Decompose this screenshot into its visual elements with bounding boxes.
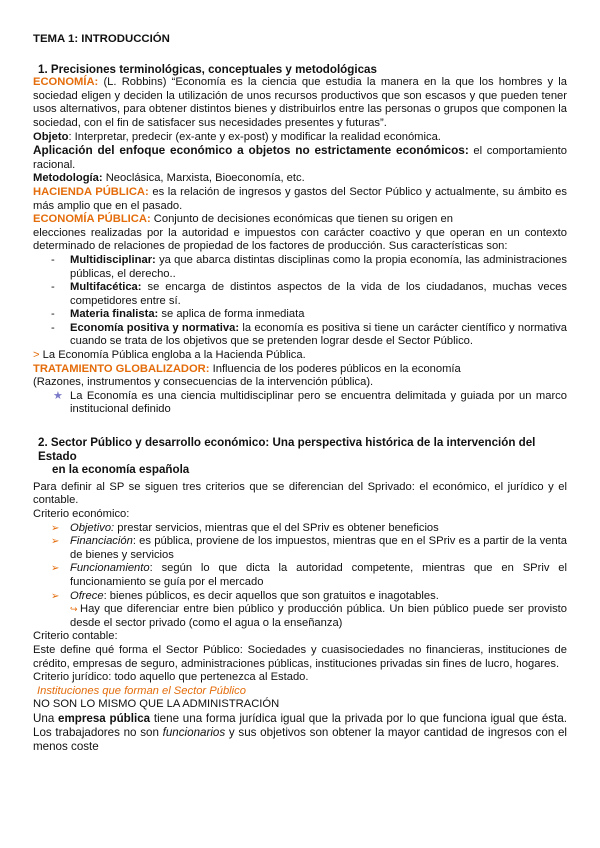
engloba-text: La Economía Pública engloba a la Hacienda Pública.	[39, 349, 306, 362]
item-label: Objetivo:	[70, 521, 115, 534]
razones-line: (Razones, instrumentos y consecuencias de la intervención pública).	[33, 376, 374, 389]
empresa-bold: empresa pública	[58, 711, 151, 725]
metodologia-text: Neoclásica, Marxista, Bioeconomía, etc.	[102, 172, 305, 185]
star-icon: ★	[53, 389, 63, 402]
section-2-heading-line-2: en la economía española	[52, 463, 190, 477]
item-text: : bienes públicos, es decir aquellos que son gratuitos e inagotables.	[103, 589, 439, 602]
item-label: Economía positiva y normativa:	[70, 321, 240, 334]
item-label: Ofrece	[70, 589, 104, 602]
economia-text: (L. Robbins) “Economía es la ciencia que estudia la manera en la que los hombres y la sociedad eligen y deciden la utilización de unos recursos productivos que son escasos y que pueden tener usos alternativos, para obtener distintos bienes y distribuirlos entre las personas o grupos que componen la sociedad, con el fin de satisfacer sus necesidades presentes y futuras”.	[33, 76, 567, 129]
empresa-publica-paragraph	[33, 712, 567, 755]
item-text: : es pública, proviene de los impuestos, mientras que en el SPriv es a partir de la venta de bienes y servicios	[70, 535, 567, 561]
list-item	[33, 535, 567, 562]
list-item	[33, 590, 567, 604]
economia-publica-definition	[33, 213, 567, 227]
arrow-bullet-icon: ➢	[51, 563, 60, 575]
list-item	[33, 281, 567, 308]
metodologia-line	[33, 172, 567, 186]
item-text: : según lo que dicta la autoridad competente, mientras que en SPriv el funcionamiento se guía por el mercado	[70, 562, 567, 588]
criterio-economico-label: Criterio económico:	[33, 508, 130, 520]
empresa-post: y sus objetivos son obtener la mayor cantidad de ingresos con el menos coste	[33, 726, 567, 754]
engloba-line	[33, 349, 567, 363]
item-label: Multifacética:	[70, 281, 142, 294]
tratamiento-label: TRATAMIENTO GLOBALIZADOR:	[33, 362, 210, 375]
greater-than-mark: >	[33, 349, 40, 362]
section-2-intro: Para definir al SP se siguen tres criterios que se diferencian del Sprivado: el económico, el jurídico y el contable.	[33, 480, 567, 507]
no-son-line: NO SON LO MISMO QUE LA ADMINISTRACIÓN	[33, 698, 280, 711]
item-label: Funcionamiento	[70, 562, 150, 575]
dash-bullet: -	[51, 253, 55, 266]
dash-bullet: -	[51, 321, 55, 334]
arrow-bullet-icon: ➢	[51, 522, 60, 534]
objeto-line	[33, 131, 567, 145]
dash-bullet: -	[51, 281, 55, 294]
item-text: ya que abarca distintas disciplinas como la propia economía, las administraciones públicas, el derecho..	[70, 253, 567, 280]
item-text: se aplica de forma inmediata	[158, 308, 305, 321]
item-label: Multidisciplinar:	[70, 253, 156, 266]
economia-label: ECONOMÍA:	[33, 76, 99, 89]
objeto-text: : Interpretar, predecir (ex-ante y ex-post) y modificar la realidad económica.	[68, 130, 441, 143]
section-2-heading-line-1: 2. Sector Público y desarrollo económico: Una perspectiva histórica de la intervención del Estado	[38, 436, 536, 463]
section-2-heading	[38, 436, 567, 477]
tratamiento-line	[33, 363, 567, 377]
economia-publica-text: Conjunto de decisiones económicas que tienen su origen en	[150, 213, 453, 226]
metodologia-label: Metodología:	[33, 172, 103, 185]
economic-criteria-list	[33, 522, 567, 604]
list-item	[33, 308, 567, 322]
hacienda-text: es la relación de ingresos y gastos del Sector Público y actualmente, su ámbito es más amplio que en el pasado.	[33, 185, 567, 212]
section-1-heading: 1. Precisiones terminológicas, conceptuales y metodológicas	[38, 62, 377, 76]
item-label: Materia finalista:	[70, 308, 159, 321]
hook-arrow-icon: ↪	[70, 604, 78, 615]
list-item	[33, 254, 567, 281]
hacienda-label: HACIENDA PÚBLICA:	[33, 185, 149, 198]
economia-publica-text-2: elecciones realizadas por la autoridad e impuestos con carácter coactivo y que operan en un contexto determinado de relaciones de propiedad de los factores de producción. Sus características son:	[33, 226, 567, 253]
list-item	[33, 322, 567, 349]
instituciones-heading: Instituciones que forman el Sector Público	[37, 684, 246, 697]
hacienda-definition	[33, 186, 567, 213]
tratamiento-text: Influencia de los poderes públicos en la economía	[209, 362, 461, 375]
empresa-pre: Una	[33, 711, 59, 725]
item-text: prestar servicios, mientras que el del SPriv es obtener beneficios	[114, 521, 439, 534]
aplicacion-line	[33, 144, 567, 172]
item-text: se encarga de distintos aspectos de la vida de los ciudadanos, muchas veces competidores entre sí.	[70, 281, 567, 307]
empresa-italic: funcionarios	[162, 726, 226, 740]
objeto-label: Objeto	[33, 130, 69, 143]
star-note	[33, 390, 567, 417]
list-item	[33, 522, 567, 536]
document-title: TEMA 1: INTRODUCCIÓN	[33, 33, 170, 45]
sub-note	[33, 603, 567, 630]
characteristics-list	[33, 254, 567, 349]
dash-bullet: -	[51, 308, 55, 321]
item-label: Financiación	[70, 535, 133, 548]
criterio-contable-label: Criterio contable:	[33, 630, 118, 643]
aplicacion-text: el comportamiento racional.	[33, 145, 567, 171]
list-item	[33, 562, 567, 589]
item-text: la economía es positiva si tiene un carácter científico y normativa cuando se trata de los objetivos que se pretenden lograr desde el Sector Público.	[70, 321, 567, 348]
aplicacion-label: Aplicación del enfoque económico a objetos no estrictamente económicos:	[33, 143, 469, 158]
criterio-juridico-line: Criterio jurídico: todo aquello que pertenezca al Estado.	[33, 671, 309, 684]
economia-publica-label: ECONOMÍA PÚBLICA:	[33, 213, 151, 226]
economia-definition	[33, 76, 567, 130]
sub-note-text: Hay que diferenciar entre bien público y producción pública. Un bien público puede ser provisto desde el sector privado (como el agua o la enseñanza)	[70, 603, 567, 629]
arrow-bullet-icon: ➢	[51, 536, 60, 548]
contable-text: Este define qué forma el Sector Público: Sociedades y cuasisociedades no financieras, instituciones de crédito, empresas de seguro, administraciones públicas, instituciones privadas sin fines de lucro, hogares.	[33, 643, 567, 670]
arrow-bullet-icon: ➢	[51, 590, 60, 602]
star-text: La Economía es una ciencia multidisciplinar pero se encuentra delimitada y guiada por un marco institucional definido	[70, 389, 567, 416]
empresa-mid: tiene una forma jurídica igual que la privada por lo que funciona igual que ésta. Los trabajadores no son	[33, 711, 567, 740]
